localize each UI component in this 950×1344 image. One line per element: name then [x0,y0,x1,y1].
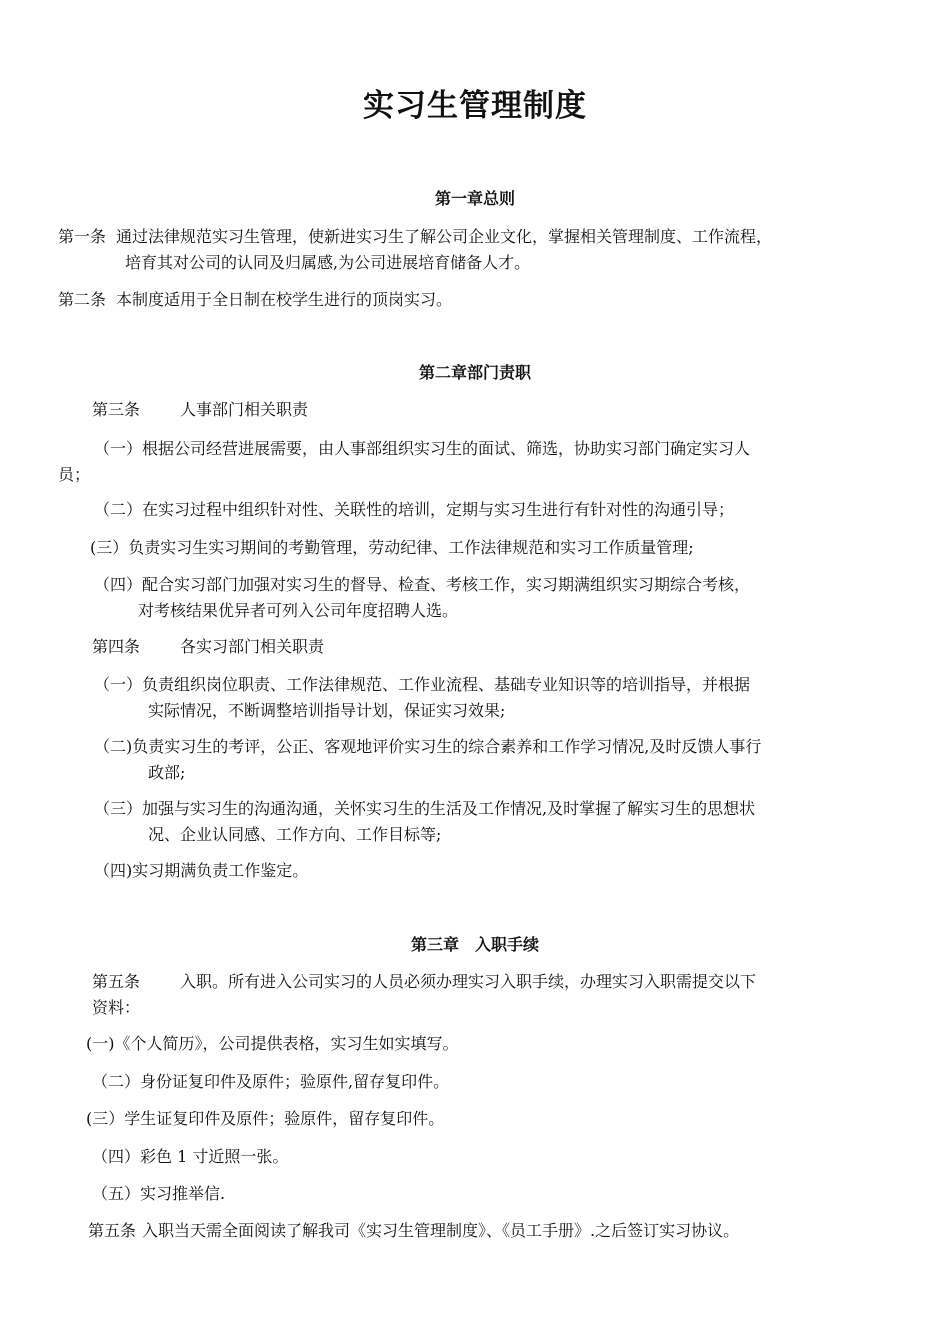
article-3-item-2: （二）在实习过程中组织针对性、关联性的培训，定期与实习生进行有针对性的沟通引导； [94,500,735,519]
article-4-item-2-line-2: 政部; [148,763,186,782]
article-4-item-2-line-1: （二)负责实习生的考评，公正、客观地评价实习生的综合素养和工作学习情况,及时反馈人事行 [94,737,762,756]
article-4-item-1-line-1: （一）负责组织岗位职责、工作法律规范、工作业流程、基础专业知识等的培训指导，并根据 [94,675,751,694]
article-3-label: 第三条 [92,400,141,419]
article-4-item-1-line-2: 实际情况，不断调整培训指导计划，保证实习效果; [148,701,506,720]
article-4-item-2 [94,734,761,786]
article-3-title: 人事部门相关职责 [180,400,309,419]
article-5-line-1: 入职。所有进入公司实习的人员必须办理实习入职手续，办理实习入职需提交以下 [180,972,757,991]
article-4-heading [92,634,324,660]
article-4-item-3 [94,796,755,848]
article-2-label: 第二条 [58,290,107,309]
list-item: （五）实习推举信. [92,1184,226,1203]
article-2-text: 本制度适用于全日制在校学生进行的顶岗实习。 [116,290,453,309]
list-item: （二）身份证复印件及原件；验原件,留存复印件。 [92,1072,450,1091]
chapter-3-heading: 第三章 入职手续 [410,935,539,954]
article-2 [58,287,452,313]
article-3-item-4-line-2: 对考核结果优异者可列入公司年度招聘人选。 [138,601,459,620]
chapter-2-heading: 第二章部门责职 [418,363,531,382]
article-5-label: 第五条 [92,972,141,991]
article-4-item-1 [94,672,750,724]
article-3-item-4-line-1: （四）配合实习部门加强对实习生的督导、检查、考核工作，实习期满组织实习期综合考核， [94,575,751,594]
article-1-line-2: 培育其对公司的认同及归属感,为公司进展培育储备人才。 [125,253,531,272]
article-3-item-4 [94,572,750,624]
list-item: （四）彩色 1 寸近照一张。 [92,1147,289,1166]
article-1-label: 第一条 [58,227,107,246]
article-3-item-1-line-1: （一）根据公司经营进展需要，由人事部组织实习生的面试、筛选，协助实习部门确定实习人 [94,439,751,458]
article-4-item-3-line-2: 况、企业认同感、工作方向、工作目标等; [148,825,442,844]
article-1 [58,224,772,276]
list-item: (三）学生证复印件及原件；验原件，留存复印件。 [86,1109,445,1128]
article-1-line-1: 通过法律规范实习生管理，使新进实习生了解公司企业文化，掌握相关管理制度、工作流程， [116,227,773,246]
article-5-line-2: 资料： [92,998,141,1017]
article-5 [92,969,756,1021]
article-4-item-4: （四)实习期满负责工作鉴定。 [94,861,309,880]
article-5b-label: 第五条 [88,1221,137,1240]
article-4-label: 第四条 [92,637,141,656]
article-4-item-3-line-1: （三）加强与实习生的沟通沟通，关怀实习生的生活及工作情况,及时掌握了解实习生的思想状 [94,799,756,818]
list-item: (一)《个人简历》，公司提供表格，实习生如实填写。 [86,1034,459,1053]
article-3-item-1 [58,436,750,488]
chapter-1-heading: 第一章总则 [434,189,515,208]
article-5b-text: 入职当天需全面阅读了解我司《实习生管理制度》、《员工手册》.之后签订实习协议。 [142,1221,740,1240]
page-title: 实习生管理制度 [363,88,587,124]
article-3-item-3: (三）负责实习生实习期间的考勤管理，劳动纪律、工作法律规范和实习工作质量管理; [90,538,694,557]
article-3-item-1-line-2: 员； [58,465,91,484]
article-3-heading [92,397,308,423]
article-5b [88,1218,739,1244]
article-4-title: 各实习部门相关职责 [180,637,325,656]
